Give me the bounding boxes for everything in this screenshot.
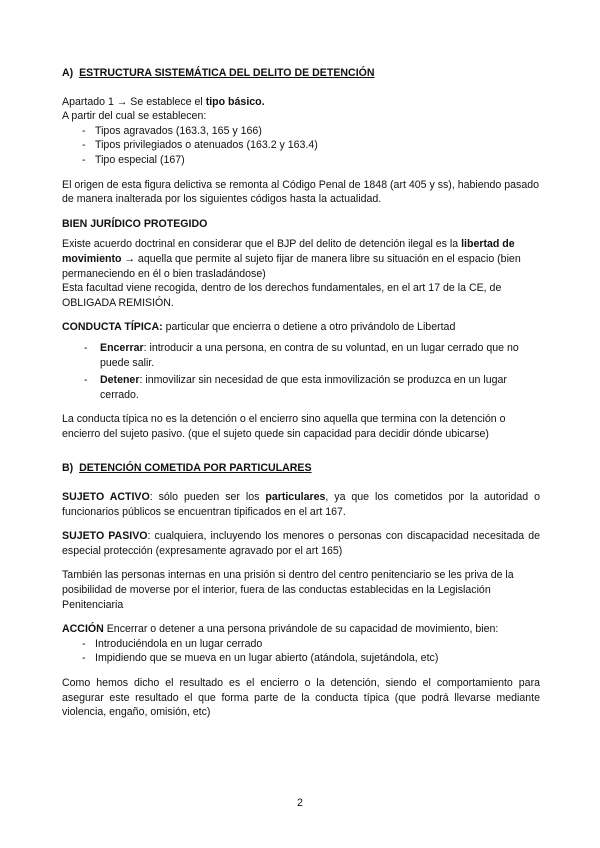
list-item [62,637,540,652]
dash-bullet-icon: - [82,652,86,665]
apartado-line [62,95,540,110]
list-item [62,124,540,139]
sujeto-pasivo-label: SUJETO PASIVO [62,530,148,543]
dash-bullet-icon: - [82,139,86,152]
list-item-text: Tipos privilegiados o atenuados (163.2 y 163.4) [95,139,318,152]
bjp-bold: libertad de movimiento [62,238,515,265]
partir-line: A partir del cual se establecen: [62,110,207,123]
conducta-paragraph [62,320,540,335]
list-item-text: Introduciéndola en un lugar cerrado [95,637,263,650]
accion-list [62,637,540,666]
list-item-text: Tipo especial (167) [95,153,185,166]
sujeto-pasivo-paragraph [62,529,540,558]
section-b-title: DETENCIÓN COMETIDA POR PARTICULARES [79,462,312,475]
page-content [62,66,540,720]
bjp-text-start: Existe acuerdo doctrinal en considerar que el BJP del delito de detención ilegal es la [62,238,462,251]
section-a-heading [62,66,540,81]
tipos-list [62,124,540,168]
page-number: 2 [297,797,303,809]
sujeto-pasivo-text: : cualquiera, incluyendo los menores o personas con discapacidad necesitada de especial protección (expresamente agravado por el art 165) [62,530,540,557]
dash-bullet-icon: - [84,374,88,387]
dash-bullet-icon: - [82,153,86,166]
term-detener: Detener [100,374,140,387]
resultado-paragraph: Como hemos dicho el resultado es el encierro o la detención, siendo el comportamiento para asegurar este resultado el que forma parte de la conducta típica (que podrá llevarse mediante violencia, engaño, omisión, etc) [62,677,540,719]
list-item-text: Impidiendo que se mueva en un lugar abierto (atándola, sujetándola, etc) [95,652,439,665]
sujeto-activo-text-end: , ya que los cometidos por la autoridad o funcionarios públicos se encuentran tipificados en el art 167. [62,491,541,518]
conducta-list [62,341,540,402]
conducta-note: La conducta típica no es la detención o el encierro sino aquella que termina con la detención o encierro del sujeto pasivo. (que el sujeto quede sin capacidad para decidir dónde ubicarse) [62,413,506,440]
sujeto-activo-label: SUJETO ACTIVO [62,491,150,504]
apartado-bold: tipo básico. [205,95,265,108]
term-desc: : inmovilizar sin necesidad de que esta inmovilización se produzca en un lugar cerrado. [100,374,507,401]
accion-text: Encerrar o detener a una persona privándole de su capacidad de movimiento, bien: [103,623,499,636]
conducta-label: CONDUCTA TÍPICA: [62,321,163,334]
origen-paragraph: El origen de esta figura delictiva se remonta al Código Penal de 1848 (art 405 y ss), habiendo pasado de manera inalterada por los siguientes códigos hasta la actualidad. [62,178,540,206]
bjp-paragraph [62,237,540,281]
dash-bullet-icon: - [82,124,86,137]
list-item [62,341,540,370]
sujeto-activo-paragraph [62,490,540,519]
section-b-heading [62,461,540,476]
section-a-letter: A) [62,67,74,79]
section-b-letter: B) [62,462,74,475]
list-item-text: Tipos agravados (163.3, 165 y 166) [95,124,262,137]
sujeto-activo-text: : sólo pueden ser los [149,491,266,504]
particulares-bold: particulares [265,491,326,504]
accion-paragraph [62,622,540,637]
dash-bullet-icon: - [82,637,86,650]
facultad-paragraph: Esta facultad viene recogida, dentro de los derechos fundamentales, en el art 17 de la CE, de OBLIGADA REMISIÓN. [62,282,502,309]
list-item [62,153,540,168]
bien-juridico-heading: BIEN JURÍDICO PROTEGIDO [62,217,208,230]
dash-bullet-icon: - [84,341,88,354]
list-item [62,373,540,402]
internas-paragraph: También las personas internas en una prisión si dentro del centro penitenciario se les priva de la posibilidad de moverse por el interior, fuera de las conductas establecidas en la Legislación Penitenciaria [62,569,514,611]
bjp-text-end: → aquella que permite al sujeto fijar de manera libre su situación en el espacio (bien permaneciendo en él o bien trasladándose) [62,252,521,280]
conducta-text: particular que encierra o detiene a otro privándolo de Libertad [162,321,456,334]
term-encerrar: Encerrar [100,341,144,354]
list-item [62,651,540,666]
term-desc: : introducir a una persona, en contra de su voluntad, en un lugar cerrado que no puede salir. [100,341,519,369]
accion-label: ACCIÓN [62,623,104,636]
apartado-text: Apartado 1 → Se establece el [62,95,206,108]
section-a-title: ESTRUCTURA SISTEMÁTICA DEL DELITO DE DETENCIÓN [79,67,375,79]
list-item [62,138,540,153]
